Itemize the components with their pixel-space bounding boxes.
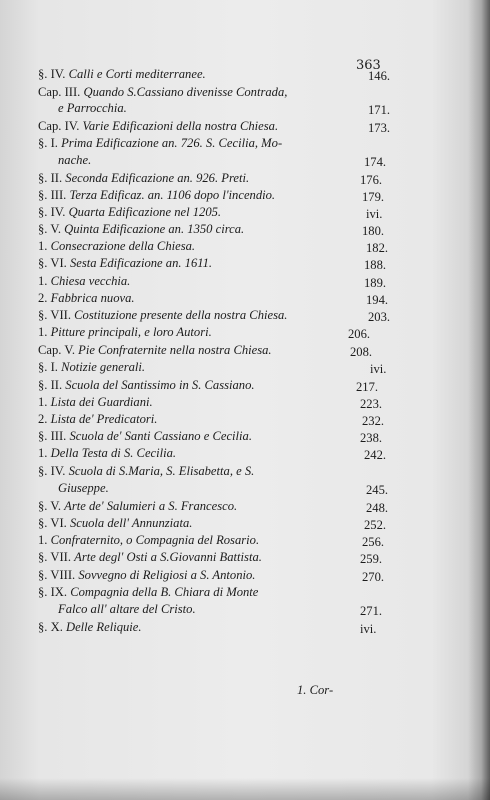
toc-entry-title: Arte degl' Osti a S.Giovanni Battista.	[74, 550, 262, 564]
toc-entry-number: 1.	[38, 395, 51, 409]
toc-entry-title: Giuseppe.	[58, 481, 109, 495]
toc-entry-title: Fabbrica nuova.	[50, 291, 135, 305]
toc-entry-page: 176.	[360, 173, 383, 187]
toc-entry-page: 245.	[366, 483, 389, 497]
toc-entry-title: Delle Reliquie.	[66, 620, 142, 634]
toc-entry-page: 173.	[368, 121, 391, 135]
toc-entry-number: 2.	[38, 412, 51, 426]
toc-entry	[38, 534, 259, 547]
toc-entry-page: 188.	[364, 258, 387, 272]
toc-entry-number: §. III.	[38, 429, 70, 443]
toc-entry-title: Scuola dell' Annunziata.	[69, 516, 193, 530]
toc-entry-page: 217.	[356, 380, 379, 394]
toc-entry-title: Quinta Edificazione an. 1350 circa.	[64, 222, 245, 236]
toc-entry-number: 1.	[38, 274, 51, 288]
toc-entry-number: §. IV.	[38, 67, 69, 81]
toc-entry-page: 232.	[362, 414, 385, 428]
toc-entry-number: §. VI.	[38, 256, 70, 270]
toc-entry	[38, 172, 249, 185]
toc-entry-title: Lista de' Predicatori.	[50, 412, 158, 426]
toc-entry-title: Scuola del Santissimo in S. Cassiano.	[65, 378, 255, 392]
toc-entry	[38, 120, 278, 133]
toc-entry-page: 256.	[362, 535, 385, 549]
toc-entry-page: 270.	[362, 570, 385, 584]
toc-entry-number: §. VI.	[38, 516, 70, 530]
toc-entry-page: 174.	[364, 155, 387, 169]
toc-entry-page: 146.	[368, 69, 391, 83]
toc-entry-page: 189.	[364, 276, 387, 290]
toc-entry-number: §. IV.	[38, 205, 69, 219]
toc-entry-page: 171.	[368, 103, 391, 117]
catchword: 1. Cor-	[297, 683, 334, 697]
toc-entry-number: §. II.	[38, 171, 66, 185]
toc-entry-title: Quarta Edificazione nel 1205.	[68, 205, 222, 219]
toc-entry-page: 238.	[360, 431, 383, 445]
toc-entry-page: 223.	[360, 397, 383, 411]
toc-entry	[38, 396, 153, 409]
toc-entry-title: Notizie generali.	[61, 360, 146, 374]
toc-entry	[58, 102, 127, 115]
toc-entry-title: Scuola di S.Maria, S. Elisabetta, e S.	[68, 464, 255, 478]
toc-entry	[38, 551, 262, 564]
toc-entry-page: 203.	[368, 310, 391, 324]
toc-entry	[38, 189, 275, 202]
toc-entry	[38, 292, 135, 305]
toc-entry-page: 206.	[348, 327, 371, 341]
toc-entry-title: Della Testa di S. Cecilia.	[50, 446, 177, 460]
toc-entry-page: 271.	[360, 604, 383, 618]
toc-entry	[38, 223, 244, 236]
toc-entry-number: §. V.	[38, 222, 65, 236]
toc-entry-number: 1.	[38, 325, 51, 339]
toc-entry-title: Pie Confraternite nella nostra Chiesa.	[78, 343, 272, 357]
toc-entry-number: §. X.	[38, 620, 66, 634]
toc-entry-title: nache.	[58, 153, 92, 167]
toc-entry	[38, 68, 206, 81]
toc-entry	[38, 309, 287, 322]
toc-entry	[58, 603, 196, 616]
toc-entry-title: Prima Edificazione an. 726. S. Cecilia, Mo-	[61, 136, 283, 150]
toc-entry-title: Quando S.Cassiano divenisse Contrada,	[83, 85, 288, 99]
toc-entry-title: Falco all' altare del Cristo.	[58, 602, 196, 616]
toc-entry-title: Chiesa vecchia.	[50, 274, 131, 288]
toc-entry	[58, 154, 91, 167]
toc-entry-title: Sovvegno di Religiosi a S. Antonio.	[78, 568, 256, 582]
toc-entry	[38, 275, 130, 288]
toc-entry-page: 194.	[366, 293, 389, 307]
toc-entry	[38, 500, 237, 513]
toc-entry-page: 179.	[362, 190, 385, 204]
toc-entry	[38, 240, 195, 253]
toc-entry	[38, 344, 272, 357]
toc-entry	[38, 257, 212, 270]
toc-entry	[58, 482, 109, 495]
toc-entry	[38, 326, 212, 339]
toc-entry-page: 242.	[364, 448, 387, 462]
toc-entry	[38, 447, 176, 460]
toc-entry-title: Pitture principali, e loro Autori.	[50, 325, 212, 339]
toc-entry-page: ivi.	[370, 362, 387, 376]
toc-entry	[38, 569, 255, 582]
toc-entry-title: Lista dei Guardiani.	[50, 395, 153, 409]
toc-entry-page: ivi.	[366, 207, 383, 221]
toc-entry-number: Cap. III.	[38, 85, 84, 99]
toc-entry-page: 182.	[366, 241, 389, 255]
toc-entry-title: Varie Edificazioni della nostra Chiesa.	[82, 119, 279, 133]
toc-entry-number: §. I.	[38, 136, 62, 150]
toc-entry	[38, 361, 145, 374]
toc-entry	[38, 430, 252, 443]
toc-entry-number: §. III.	[38, 188, 70, 202]
toc-entry-page: 180.	[362, 224, 385, 238]
toc-entry	[38, 206, 221, 219]
toc-entry-number: 1.	[38, 239, 51, 253]
toc-entry	[38, 413, 157, 426]
toc-entry-title: Compagnia della B. Chiara di Monte	[70, 585, 259, 599]
toc-entry-number: §. I.	[38, 360, 62, 374]
toc-entry-title: Scuola de' Santi Cassiano e Cecilia.	[69, 429, 252, 443]
toc-entry	[38, 517, 192, 530]
toc-entry-title: Costituzione presente della nostra Chiesa.	[74, 308, 288, 322]
toc-entry-number: 2.	[38, 291, 51, 305]
toc-entry-page: 259.	[360, 552, 383, 566]
toc-entry-page: 248.	[366, 501, 389, 515]
toc-entry-title: Confraternito, o Compagnia del Rosario.	[50, 533, 260, 547]
toc-entry	[38, 137, 282, 150]
toc-entry-number: Cap. V.	[38, 343, 79, 357]
toc-entry-number: 1.	[38, 533, 51, 547]
toc-entry-title: e Parrocchia.	[58, 101, 127, 115]
toc-entry	[38, 379, 255, 392]
toc-entry-title: Consecrazione della Chiesa.	[50, 239, 196, 253]
toc-entry	[38, 86, 287, 99]
toc-entry-number: §. VIII.	[38, 568, 79, 582]
toc-entry-title: Arte de' Salumieri a S. Francesco.	[64, 499, 238, 513]
toc-entry	[38, 586, 258, 599]
toc-entry-title: Sesta Edificazione an. 1611.	[69, 256, 213, 270]
toc-entry-page: ivi.	[360, 622, 377, 636]
toc-entry-page: 252.	[364, 518, 387, 532]
toc-entry-number: §. IX.	[38, 585, 71, 599]
toc-entry-number: Cap. IV.	[38, 119, 83, 133]
toc-entry-number: 1.	[38, 446, 51, 460]
toc-entry-number: §. V.	[38, 499, 65, 513]
toc-entry-number: §. VII.	[38, 308, 75, 322]
toc-entry-title: Terza Edificaz. an. 1106 dopo l'incendio.	[69, 188, 276, 202]
toc-entry-number: §. VII.	[38, 550, 75, 564]
page-bottom-shadow	[0, 778, 490, 800]
toc-entry	[38, 465, 254, 478]
toc-entry	[38, 621, 142, 634]
toc-entry-number: §. II.	[38, 378, 66, 392]
toc-entry-title: Seconda Edificazione an. 926. Preti.	[65, 171, 250, 185]
page-edge-shadow	[468, 0, 490, 800]
page-number: 363	[356, 58, 381, 73]
toc-entry-title: Calli e Corti mediterranee.	[68, 67, 206, 81]
toc-entry-number: §. IV.	[38, 464, 69, 478]
toc-entry-page: 208.	[350, 345, 373, 359]
